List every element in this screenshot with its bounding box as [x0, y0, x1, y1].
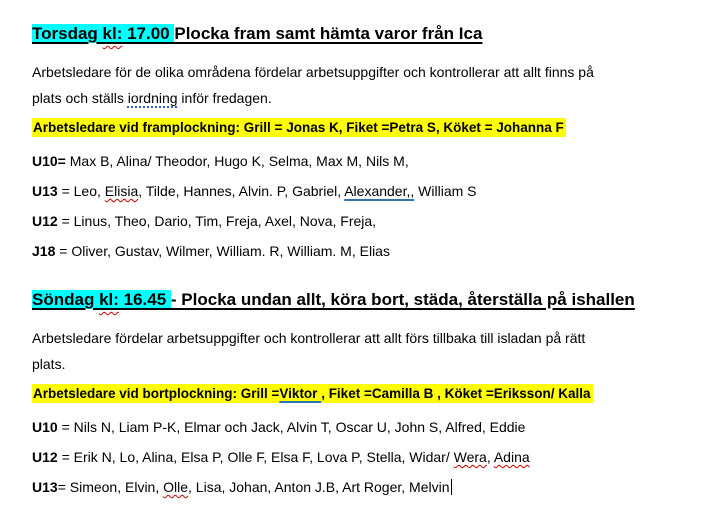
heading-thursday	[32, 22, 684, 46]
heading-sunday	[32, 288, 684, 312]
cyan-highlight	[32, 290, 171, 309]
team-row-j18	[32, 241, 684, 262]
section-sunday	[32, 288, 684, 498]
paragraph-line: plats och ställs	[32, 90, 128, 106]
section-thursday	[32, 22, 684, 262]
text-cursor	[451, 479, 452, 495]
team-row-u12	[32, 447, 684, 468]
leaders-text: , Fiket =Camilla B , Köket =Eriksson/ Kalla	[321, 386, 591, 401]
team-names: = Leo,	[57, 183, 105, 199]
team-names: William S	[414, 183, 477, 199]
spellcheck-error: kl:	[99, 290, 119, 309]
team-row-u13	[32, 477, 684, 498]
paragraph-line: Arbetsledare för de olika områdena fördelar arbetsuppgifter och kontrollerar att allt finns på	[32, 64, 594, 80]
paragraph-line: plats.	[32, 356, 66, 372]
cyan-highlight	[32, 24, 174, 43]
heading-task: - Plocka undan allt, köra bort, städa, återställa på ishallen	[170, 290, 635, 309]
leaders-line-framplockning	[32, 117, 684, 139]
heading-day: Torsdag	[32, 24, 103, 43]
team-names: = Simeon, Elvin,	[57, 479, 164, 495]
team-label: U13	[32, 183, 58, 199]
spellcheck-error: Wera	[453, 449, 487, 465]
paragraph-line: inför fredagen.	[177, 90, 272, 106]
heading-time: 17.00	[122, 24, 175, 43]
spellcheck-error: kl:	[102, 24, 123, 43]
team-row-u10	[32, 151, 684, 172]
underlined-name: Alexander,,	[344, 183, 415, 199]
yellow-highlight	[32, 118, 566, 137]
leaders-text: Arbetsledare vid framplockning: Grill = Jonas K, Fiket =Petra S, Köket = Johanna F	[33, 120, 564, 135]
team-label: U12	[32, 449, 58, 465]
team-label: U10	[32, 419, 58, 435]
team-names: ,	[486, 449, 494, 465]
yellow-highlight	[32, 384, 593, 403]
heading-task: Plocka fram samt hämta varor från Ica	[174, 24, 483, 43]
team-names: = Nils N, Liam P-K, Elmar och Jack, Alvin T, Oscar U, John S, Alfred, Eddie	[57, 419, 526, 435]
team-row-u13	[32, 181, 684, 202]
spellcheck-error: Olle	[163, 479, 189, 495]
team-names: = Erik N, Lo, Alina, Elsa P, Olle F, Elsa F, Lova P, Stella, Widar/	[57, 449, 454, 465]
team-names: = Oliver, Gustav, Wilmer, William. R, William. M, Elias	[55, 243, 390, 259]
team-names: Max B, Alina/ Theodor, Hugo K, Selma, Max M, Nils M,	[65, 153, 409, 169]
spellcheck-error: Elisia	[104, 183, 139, 199]
underlined-name: Viktor	[279, 386, 322, 401]
leaders-text: Arbetsledare vid bortplockning: Grill =	[33, 386, 280, 401]
paragraph-line: Arbetsledare fördelar arbetsuppgifter och kontrollerar att allt förs tillbaka till isladan på rätt	[32, 330, 586, 346]
heading-time: 16.45	[118, 290, 171, 309]
heading-day: Söndag	[32, 290, 100, 309]
leaders-line-bortplockning	[32, 383, 684, 405]
team-label: J18	[32, 243, 56, 259]
team-row-u12	[32, 211, 684, 232]
team-row-u10	[32, 417, 684, 438]
grammar-check-error: iordning	[127, 90, 178, 106]
team-label: U12	[32, 213, 58, 229]
team-names: , Lisa, Johan, Anton J.B, Art Roger, Melvin	[188, 479, 450, 495]
team-label: U13	[32, 479, 58, 495]
spellcheck-error: Adina	[493, 449, 530, 465]
team-label: U10=	[32, 153, 66, 169]
paragraph-thursday	[32, 59, 684, 111]
team-names: , Tilde, Hannes, Alvin. P, Gabriel,	[138, 183, 345, 199]
paragraph-sunday	[32, 325, 684, 377]
team-names: = Linus, Theo, Dario, Tim, Freja, Axel, Nova, Freja,	[57, 213, 377, 229]
